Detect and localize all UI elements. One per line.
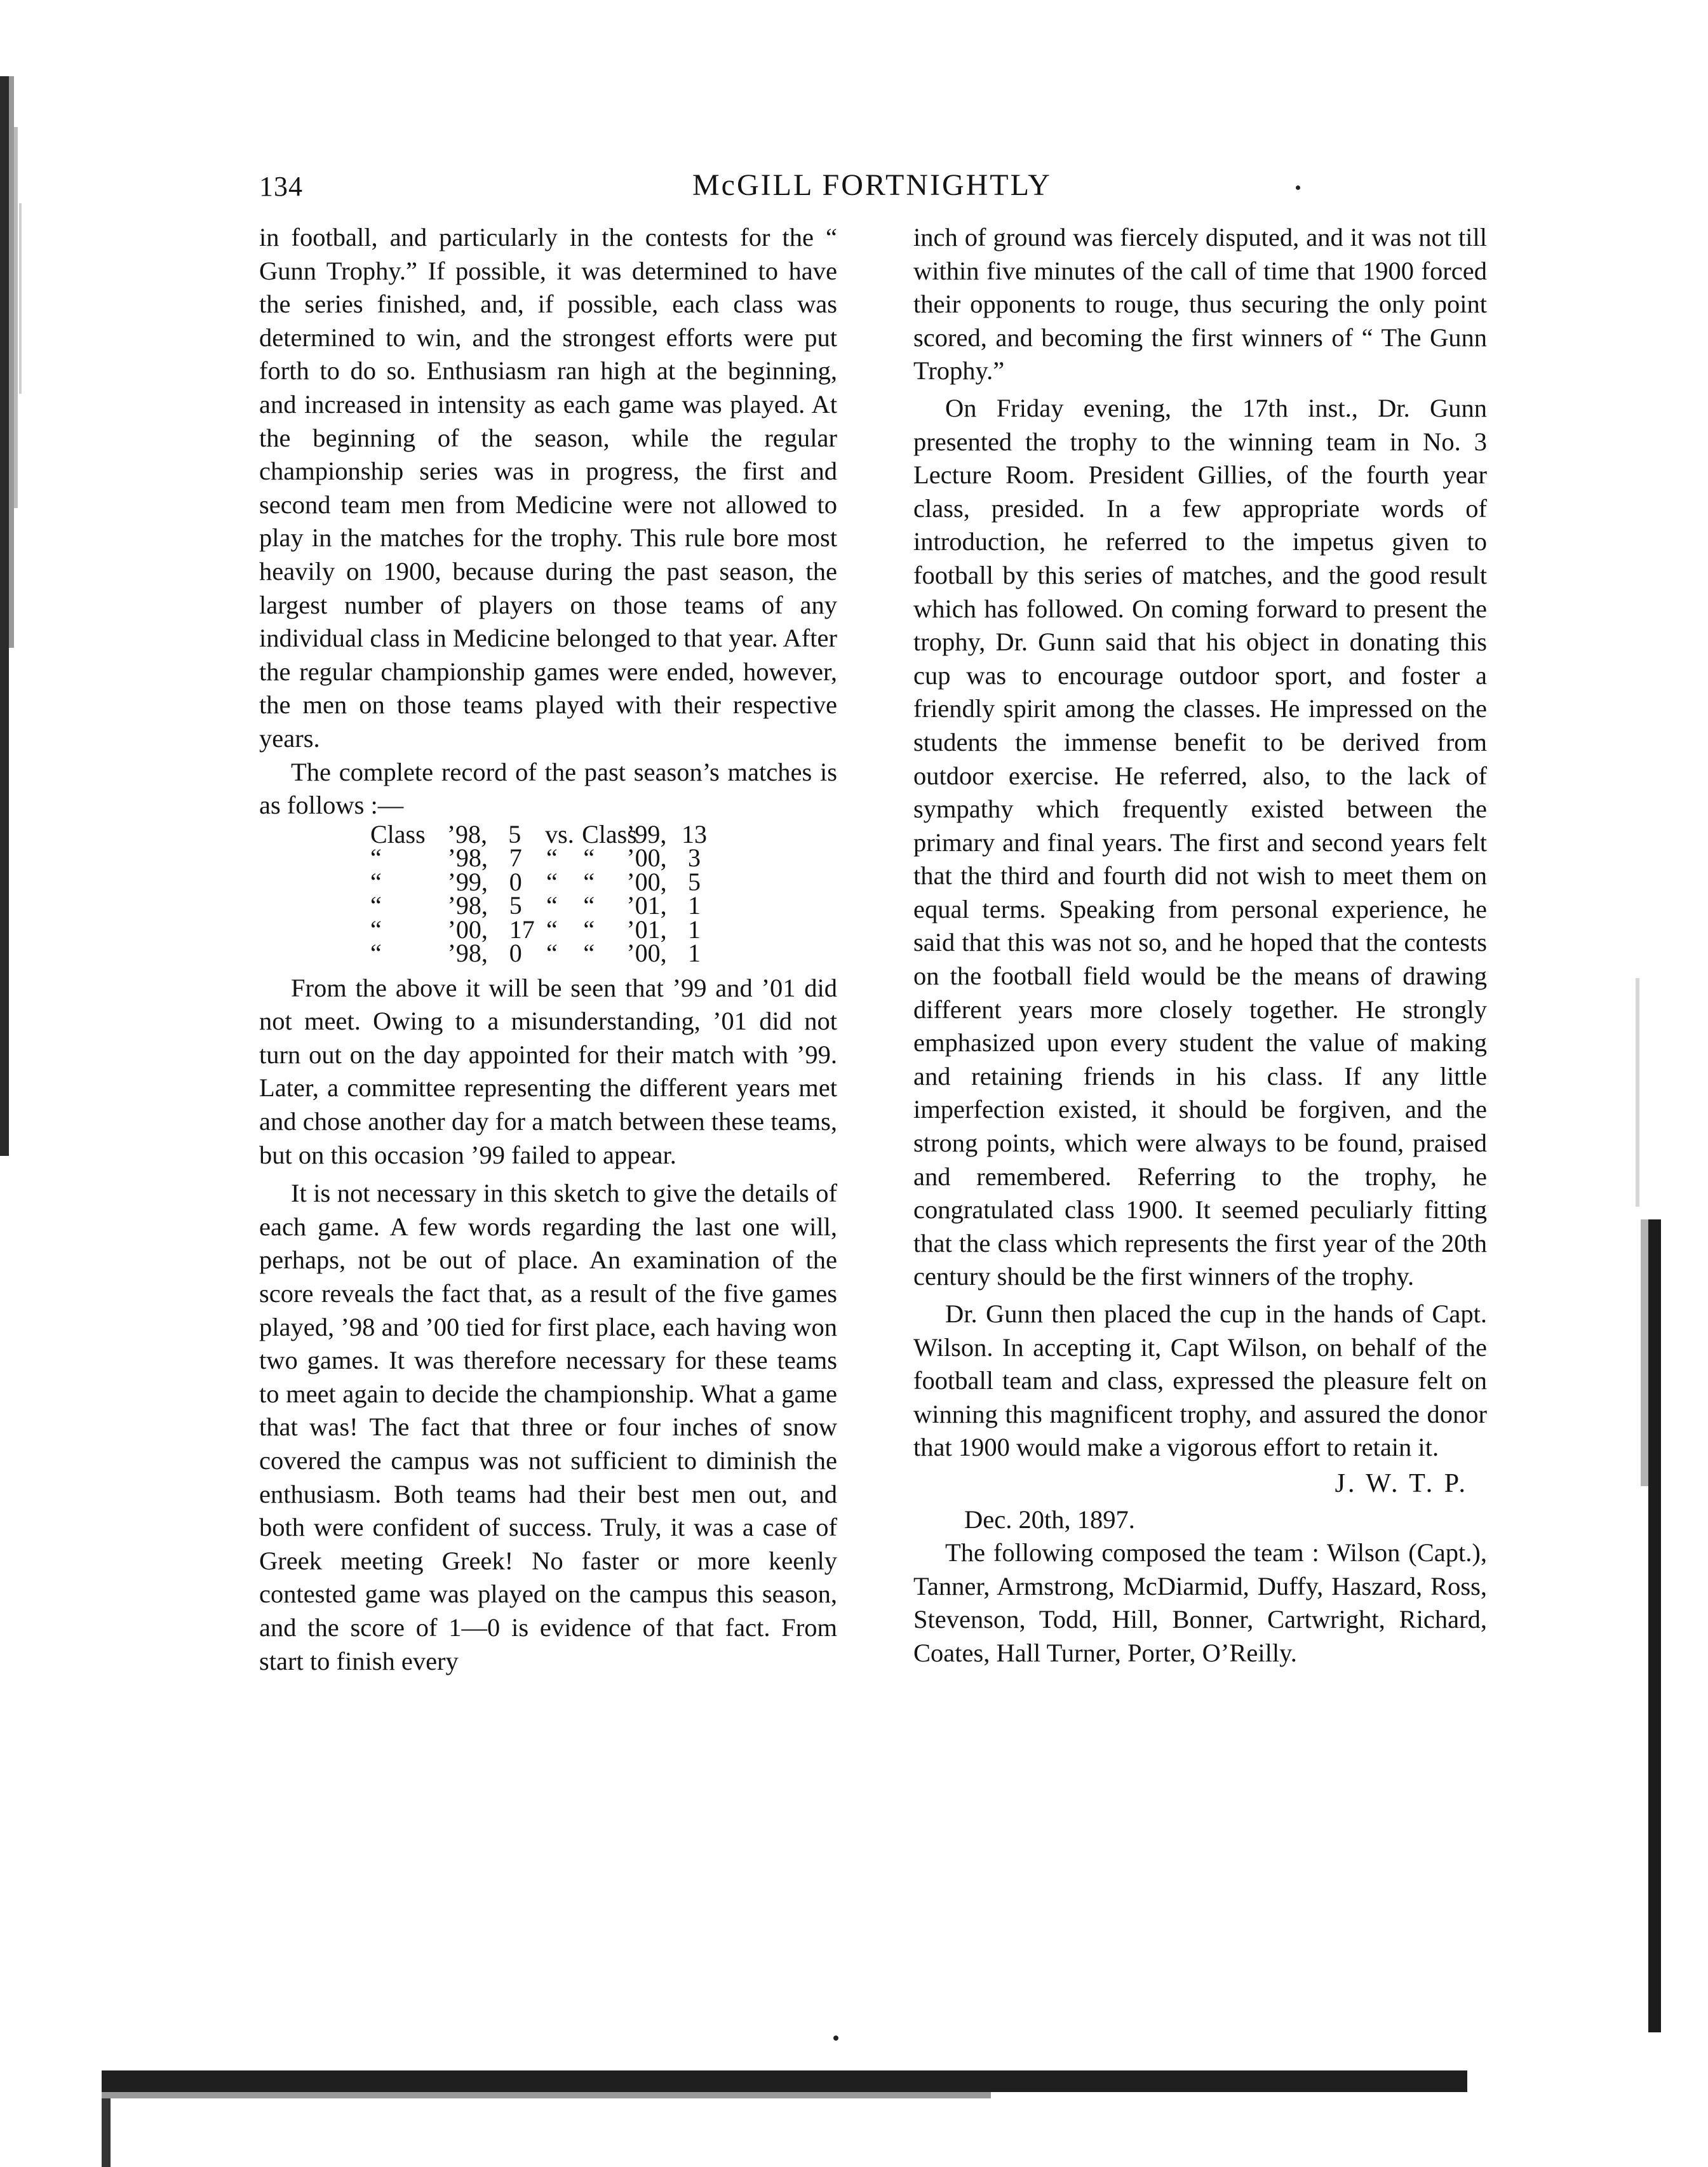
score-cell: 5 <box>509 891 522 920</box>
score-table <box>370 819 707 968</box>
page-mark-dot <box>833 2036 838 2041</box>
score-cell: ’01, <box>626 891 667 920</box>
scan-edge-left <box>0 76 38 1156</box>
score-cell: “ <box>583 891 595 920</box>
score-cell: ’00, <box>626 843 667 873</box>
score-cell: ’00, <box>626 867 667 896</box>
score-cell: “ <box>583 915 595 944</box>
score-cell: 1 <box>688 915 701 944</box>
right-column <box>913 221 1487 1670</box>
paragraph: On Friday evening, the 17th inst., Dr. Gunn presented the trophy to the winning team in No. 3 Lecture Room. President Gillies, of the fourth year class, presided. In a few appropriate words of introduction, he referred to the impetus given to football by this series of matches, and the good result which has followed. On coming forward to present the trophy, Dr. Gunn said that his object in donating this cup was to encourage outdoor sport, and foster a friendly spirit among the classes. He impressed on the students the immense benefit to be derived from outdoor exercise. He referred, also, to the lack of sympathy which frequently existed between the primary and final years. The first and second years felt that the third and fourth did not wish to meet them on equal terms. Speaking from personal experience, he said that this was not so, and he hoped that the contests on the football field would be the means of drawing different years more closely together. He strongly emphasized upon every student the value of making and retaining friends in his class. If any little imperfection existed, it should be forgiven, and the strong points, which were always to be found, praised and remembered. Referring to the trophy, he congratulated class 1900. It seemed peculiarly fitting that the class which represents the first year of the 20th century should be the first winners of the trophy. <box>913 393 1487 1291</box>
score-row <box>370 891 701 920</box>
score-cell: “ <box>370 891 382 920</box>
running-title: McGILL FORTNIGHTLY <box>692 168 1052 202</box>
score-row <box>370 939 701 968</box>
score-cell: “ <box>546 891 558 920</box>
paragraph: The complete record of the past season’s matches is as follows :— <box>259 757 837 820</box>
paragraph: It is not necessary in this sketch to give the details of each game. A few words regarding the last one will, perhaps, not be out of place. An examination of the score reveals the fact that, as a result of the five games played, ’98 and ’00 tied for first place, each having won two games. It was therefore necessary for these teams to meet again to decide the championship. What a game that was! The fact that three or four inches of snow covered the campus was not sufficient to diminish the enthusiasm. Both teams had their best men out, and both were confident of success. Truly, it was a case of Greek meeting Greek! No faster or more keenly contested game was played on the campus this season, and the score of 1—0 is evidence of that fact. From start to finish every <box>259 1179 837 1675</box>
score-row <box>370 867 701 896</box>
score-cell: 17 <box>509 915 535 944</box>
score-cell: 1 <box>688 939 701 968</box>
score-row <box>370 915 701 944</box>
scan-edge-right <box>1636 953 1661 2032</box>
score-cell: ’01, <box>626 915 667 944</box>
score-cell: ’00, <box>447 915 488 944</box>
header-dot <box>1296 185 1300 190</box>
score-cell: ’98, <box>447 819 488 849</box>
score-cell: “ <box>583 867 595 896</box>
score-cell: ’98, <box>447 891 488 920</box>
score-cell: “ <box>546 843 558 873</box>
score-cell: “ <box>370 939 382 968</box>
score-cell: 1 <box>688 891 701 920</box>
score-cell: Class <box>582 819 637 849</box>
score-cell: ’99, <box>626 819 667 849</box>
score-cell: 3 <box>688 843 701 873</box>
paragraph: inch of ground was fiercely disputed, and it was not till within five minutes of the call of time that 1900 forced their opponents to rouge, thus securing the only point scored, and becoming the first winners of “ The Gunn Trophy.” <box>913 223 1487 386</box>
score-cell: 0 <box>509 867 522 896</box>
dateline: Dec. 20th, 1897. <box>964 1505 1135 1534</box>
left-column <box>259 221 837 1678</box>
score-cell: ’98, <box>447 939 488 968</box>
score-cell: ’98, <box>447 843 488 873</box>
score-cell: Class <box>370 819 426 849</box>
score-row <box>370 843 701 873</box>
score-cell: 5 <box>508 819 521 849</box>
paragraph: in football, and particularly in the contests for the “ Gunn Trophy.” If possible, it was determined to have the series finished, and, if possible, each class was determined to win, and the strongest efforts were put forth to do so. Enthusiasm ran high at the beginning, and increased in intensity as each game was played. At the beginning of the season, while the regular championship series was in progress, the first and second team men from Medicine were not allowed to play in the matches for the trophy. This rule bore most heavily on 1900, because during the past season, the largest number of players on those teams of any individual class in Medicine belonged to that year. After the regular championship games were ended, however, the men on those teams played with their respective years. <box>259 223 837 753</box>
score-cell: ’00, <box>626 939 667 968</box>
score-cell: 0 <box>509 939 522 968</box>
score-cell: 13 <box>682 819 707 849</box>
score-cell: “ <box>546 939 558 968</box>
score-cell: 5 <box>688 867 701 896</box>
page-number: 134 <box>259 171 303 202</box>
score-cell: “ <box>583 843 595 873</box>
score-cell: “ <box>370 843 382 873</box>
team-roster: The following composed the team : Wilson (Capt.), Tanner, Armstrong, McDiarmid, Duffy, Haszard, Ross, Stevenson, Todd, Hill, Bonner, Cartwright, Richard, Coates, Hall Turner, Porter, O’Reilly. <box>913 1538 1487 1667</box>
paragraph: From the above it will be seen that ’99 and ’01 did not meet. Owing to a misunderstanding, ’01 did not turn out on the day appointed for their match with ’99. Later, a committee representing the different years met and chose another day for a match between these teams, but on this occasion ’99 failed to appear. <box>259 973 837 1169</box>
score-cell: 7 <box>509 843 522 873</box>
score-cell: vs. <box>545 819 574 849</box>
score-cell: “ <box>370 915 382 944</box>
author-signature: J. W. T. P. <box>1335 1468 1468 1498</box>
scan-edge-bottom <box>102 2058 1467 2167</box>
score-cell: “ <box>583 939 595 968</box>
score-cell: ’99, <box>447 867 488 896</box>
paragraph: Dr. Gunn then placed the cup in the hands of Capt. Wilson. In accepting it, Capt Wilson, on behalf of the football team and class, expressed the pleasure felt on winning this magnificent trophy, and assured the donor that 1900 would make a vigorous effort to retain it. <box>913 1299 1487 1462</box>
score-cell: “ <box>370 867 382 896</box>
score-row <box>370 819 707 849</box>
score-cell: “ <box>546 867 558 896</box>
score-cell: “ <box>546 915 558 944</box>
